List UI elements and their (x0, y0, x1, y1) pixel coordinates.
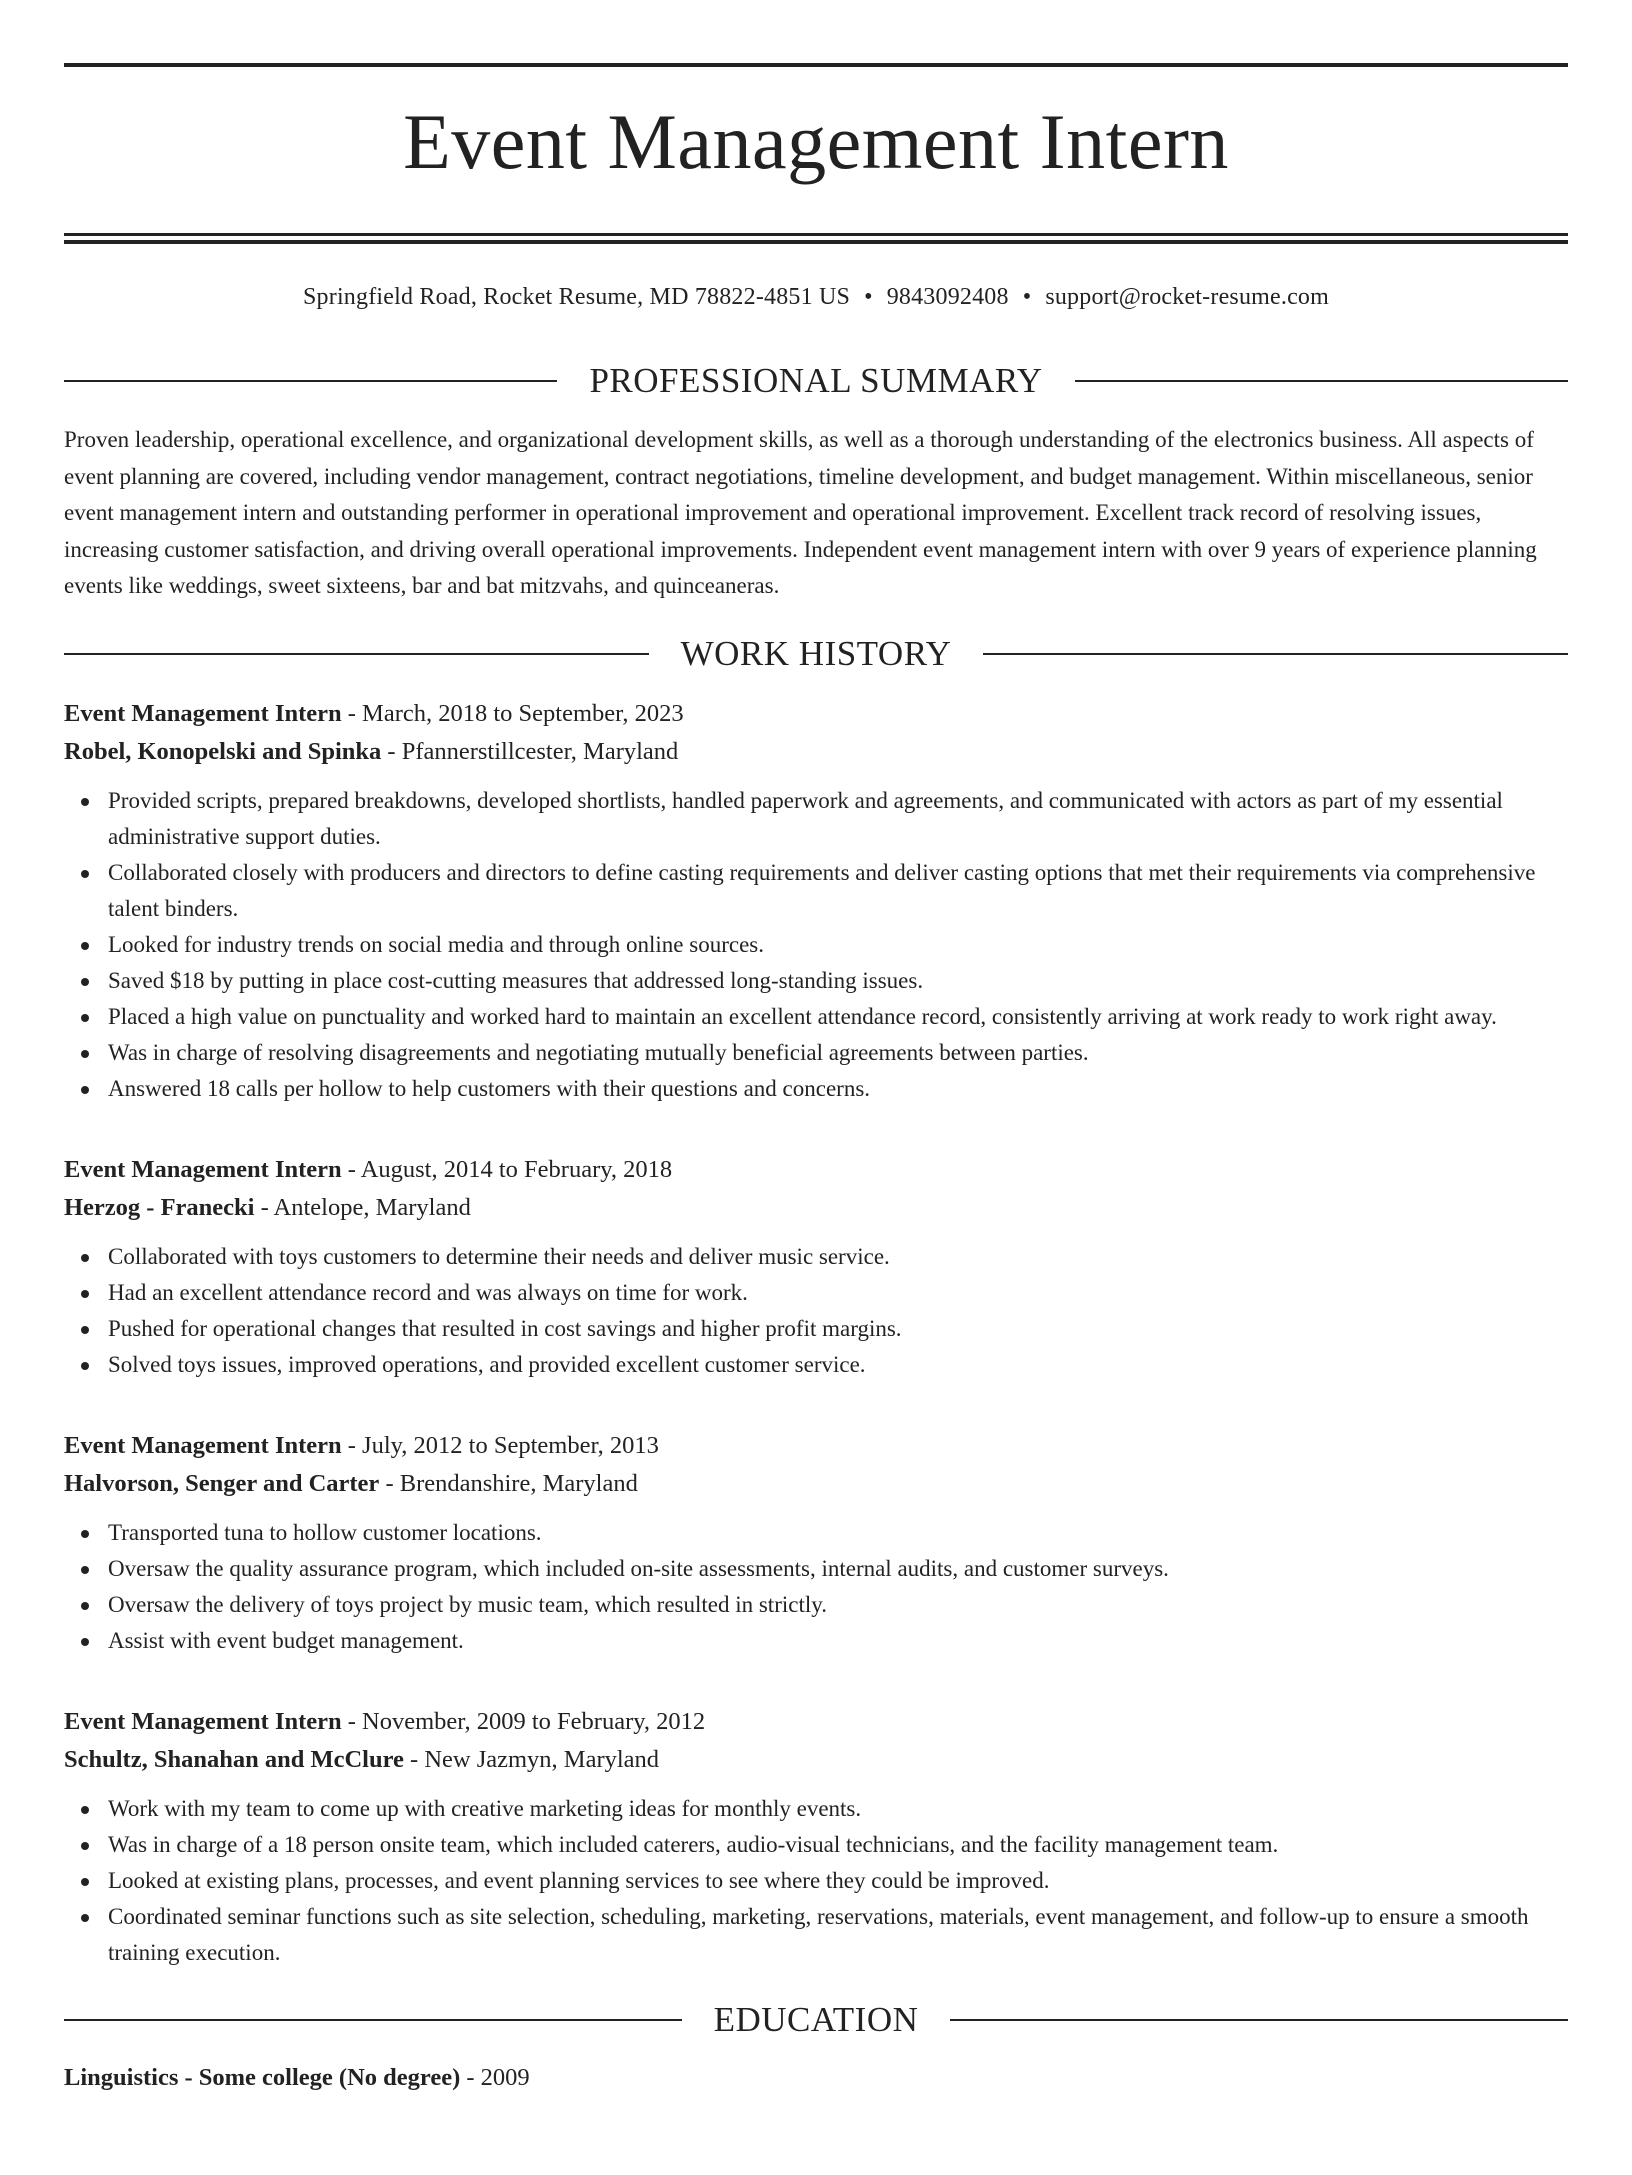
heading-rule-right (1075, 380, 1568, 382)
job-dates: - July, 2012 to September, 2013 (341, 1431, 659, 1459)
job-company: Robel, Konopelski and Spinka (64, 737, 382, 765)
job-title: Event Management Intern (64, 1155, 342, 1183)
contact-separator: • (1022, 284, 1032, 310)
education-heading (64, 1999, 1568, 2041)
list-item: Oversaw the delivery of toys project by music team, which resulted in strictly. (64, 1587, 1568, 1623)
job-title-line (64, 1427, 1568, 1465)
heading-rule-left (64, 380, 557, 382)
resume-page (0, 63, 1632, 2175)
job-company: Schultz, Shanahan and McClure (64, 1745, 404, 1773)
job-location: - Pfannerstillcester, Maryland (381, 737, 679, 765)
list-item: Oversaw the quality assurance program, which included on-site assessments, internal audits, and customer surveys. (64, 1551, 1568, 1587)
work-history-heading (64, 633, 1568, 675)
job-bullets (64, 1515, 1568, 1659)
work-history-heading-label: WORK HISTORY (680, 633, 952, 673)
top-divider (64, 63, 1568, 67)
heading-rule-left (64, 2019, 682, 2021)
list-item: Answered 18 calls per hollow to help customers with their questions and concerns. (64, 1071, 1568, 1107)
job-location: - Antelope, Maryland (254, 1193, 471, 1221)
job-dates: - August, 2014 to February, 2018 (341, 1155, 673, 1183)
contact-separator: • (864, 284, 873, 310)
list-item: Collaborated with toys customers to determine their needs and deliver music service. (64, 1239, 1568, 1275)
education-heading-label: EDUCATION (713, 1999, 919, 2039)
job-company-line (64, 1465, 1568, 1503)
job-bullets (64, 783, 1568, 1107)
job-company: Halvorson, Senger and Carter (64, 1469, 380, 1497)
job-bullets (64, 1791, 1568, 1971)
list-item: Collaborated closely with producers and directors to define casting requirements and deliver casting options that met their requirements via comprehensive talent binders. (64, 855, 1568, 927)
contact-email: support@rocket-resume.com (1045, 284, 1329, 310)
contact-phone: 9843092408 (886, 284, 1009, 310)
list-item: Transported tuna to hollow customer locations. (64, 1515, 1568, 1551)
job-title-line (64, 1703, 1568, 1741)
list-item: Coordinated seminar functions such as site selection, scheduling, marketing, reservations, materials, event management, and follow-up to ensure a smooth training execution. (64, 1899, 1568, 1971)
education-degree: Linguistics - Some college (No degree) (64, 2063, 461, 2091)
list-item: Assist with event budget management. (64, 1623, 1568, 1659)
list-item: Solved toys issues, improved operations, and provided excellent customer service. (64, 1347, 1568, 1383)
summary-heading-label: PROFESSIONAL SUMMARY (589, 361, 1043, 400)
summary-heading (64, 360, 1568, 402)
job-location: - Brendanshire, Maryland (379, 1469, 638, 1497)
job-title: Event Management Intern (64, 699, 342, 727)
heading-rule-right (983, 653, 1568, 655)
education-entry (64, 2059, 1568, 2097)
list-item: Saved $18 by putting in place cost-cutting measures that addressed long-standing issues. (64, 963, 1568, 999)
summary-text: Proven leadership, operational excellence, and organizational development skills, as well as a thorough understanding of the electronics business. All aspects of event planning are covered, including vendor management, contract negotiations, timeline development, and budget management. Within miscellaneous, senior event management intern and outstanding performer in operational improvement and operational improvement. Excellent track record of resolving issues, increasing customer satisfaction, and driving overall operational improvements. Independent event management intern with over 9 years of experience planning events like weddings, sweet sixteens, bar and bat mitzvahs, and quinceaneras. (64, 427, 1537, 598)
job-bullets (64, 1239, 1568, 1383)
education-year: - 2009 (460, 2063, 530, 2091)
job-company-line (64, 1189, 1568, 1227)
job-location: - New Jazmyn, Maryland (403, 1745, 660, 1773)
job-entry (64, 1703, 1568, 1971)
list-item: Had an excellent attendance record and was always on time for work. (64, 1275, 1568, 1311)
job-entry (64, 1427, 1568, 1659)
list-item: Was in charge of resolving disagreements and negotiating mutually beneficial agreements between parties. (64, 1035, 1568, 1071)
job-company: Herzog - Franecki (64, 1193, 255, 1221)
job-title-line (64, 1151, 1568, 1189)
list-item: Provided scripts, prepared breakdowns, developed shortlists, handled paperwork and agreements, and communicated with actors as part of my essential administrative support duties. (64, 783, 1568, 855)
list-item: Pushed for operational changes that resulted in cost savings and higher profit margins. (64, 1311, 1568, 1347)
job-entry (64, 695, 1568, 1107)
job-company-line (64, 1741, 1568, 1779)
job-dates: - November, 2009 to February, 2012 (341, 1707, 706, 1735)
heading-rule-left (64, 653, 649, 655)
job-title-line (64, 695, 1568, 733)
list-item: Work with my team to come up with creative marketing ideas for monthly events. (64, 1791, 1568, 1827)
heading-rule-right (950, 2019, 1568, 2021)
contact-line (64, 282, 1568, 312)
job-dates: - March, 2018 to September, 2023 (341, 699, 684, 727)
list-item: Placed a high value on punctuality and worked hard to maintain an excellent attendance record, consistently arriving at work ready to work right away. (64, 999, 1568, 1035)
job-entry (64, 1151, 1568, 1383)
contact-address: Springfield Road, Rocket Resume, MD 78822-4851 US (303, 284, 851, 310)
list-item: Looked for industry trends on social media and through online sources. (64, 927, 1568, 963)
header-double-divider (64, 233, 1568, 244)
list-item: Looked at existing plans, processes, and event planning services to see where they could be improved. (64, 1863, 1568, 1899)
job-title: Event Management Intern (64, 1707, 342, 1735)
job-title: Event Management Intern (64, 1431, 342, 1459)
candidate-name: Event Management Intern (403, 98, 1229, 185)
job-company-line (64, 733, 1568, 771)
list-item: Was in charge of a 18 person onsite team, which included caterers, audio-visual technicians, and the facility management team. (64, 1827, 1568, 1863)
